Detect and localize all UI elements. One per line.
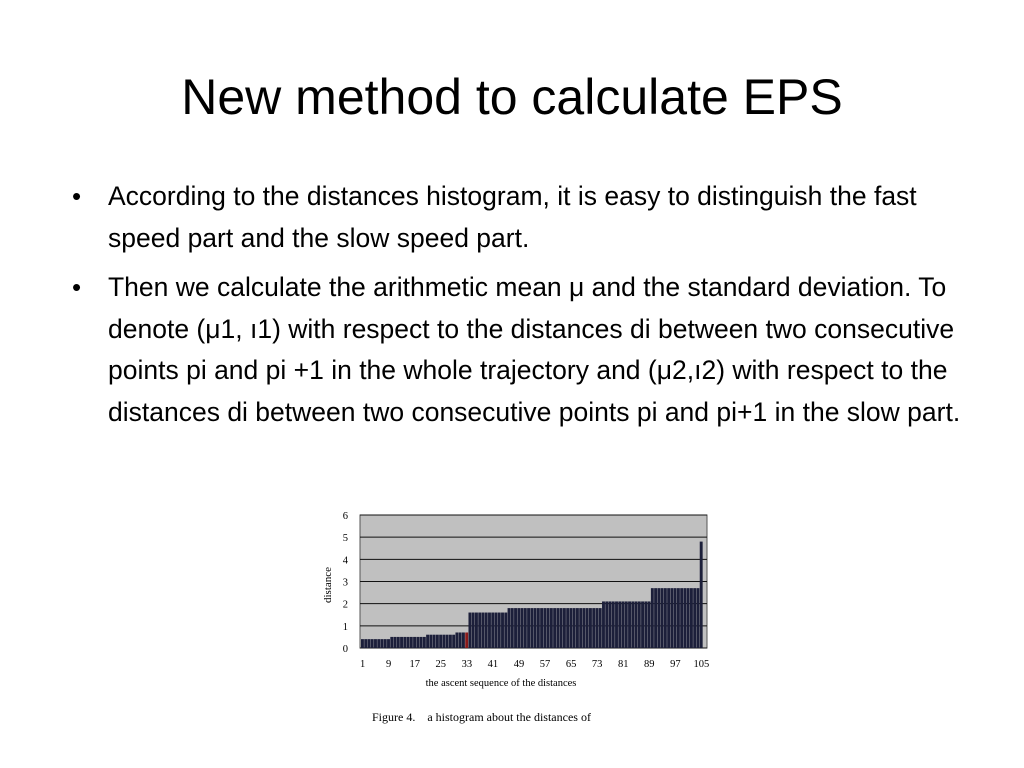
histogram-bar xyxy=(521,608,524,648)
histogram-bar xyxy=(511,608,514,648)
histogram-bar xyxy=(413,637,416,648)
histogram-bar xyxy=(576,608,579,648)
histogram-bar xyxy=(501,613,504,648)
histogram-bar xyxy=(547,608,550,648)
histogram-bar xyxy=(586,608,589,648)
histogram-bar xyxy=(449,635,452,648)
histogram-bar xyxy=(465,632,468,648)
bullet-text: Then we calculate the arithmetic mean μ and the standard deviation. To denote (μ1, ı1) with respect to the distances di between two consecutive points pi and pi +1 in the whole trajectory and (μ2,ı2) with respect to the distances di between two consecutive points pi and pi+1 in the slow part. xyxy=(108,272,961,427)
histogram-bar xyxy=(566,608,569,648)
y-tick-label: 0 xyxy=(342,644,348,655)
histogram-bar xyxy=(693,588,696,648)
histogram-bar xyxy=(592,608,595,648)
x-tick-label: 9 xyxy=(386,659,392,670)
x-tick-label: 33 xyxy=(461,659,473,670)
histogram-bar xyxy=(384,639,387,648)
histogram-bar xyxy=(524,608,527,648)
histogram-bar xyxy=(394,637,397,648)
histogram-bar xyxy=(540,608,543,648)
x-tick-label: 41 xyxy=(487,659,499,670)
y-tick-label: 4 xyxy=(342,555,348,567)
histogram-bar xyxy=(664,588,667,648)
histogram-bar xyxy=(674,588,677,648)
histogram-bar xyxy=(667,588,670,648)
histogram-bar xyxy=(680,588,683,648)
histogram-bar xyxy=(573,608,576,648)
histogram-bar xyxy=(638,601,641,648)
histogram-bar xyxy=(452,635,455,648)
histogram-bar xyxy=(387,639,390,648)
histogram-bar xyxy=(648,601,651,648)
histogram-bar xyxy=(700,542,703,648)
histogram-bar xyxy=(622,601,625,648)
bullet-item xyxy=(70,176,970,259)
histogram-bar xyxy=(400,637,403,648)
histogram-bar xyxy=(589,608,592,648)
histogram-bar xyxy=(485,613,488,648)
x-tick-label: 49 xyxy=(513,659,525,670)
histogram-bar xyxy=(537,608,540,648)
y-tick-label: 1 xyxy=(342,621,348,633)
histogram-bar xyxy=(530,608,533,648)
histogram-bar xyxy=(690,588,693,648)
histogram-bar xyxy=(556,608,559,648)
histogram-bar xyxy=(514,608,517,648)
histogram-bar xyxy=(644,601,647,648)
histogram-bar xyxy=(420,637,423,648)
histogram-bar xyxy=(631,601,634,648)
histogram-bar xyxy=(491,613,494,648)
histogram-bar xyxy=(560,608,563,648)
histogram-chart xyxy=(318,505,718,730)
histogram-bar xyxy=(416,637,419,648)
x-tick-label: 65 xyxy=(565,659,577,670)
histogram-bar xyxy=(495,613,498,648)
histogram-bar xyxy=(397,637,400,648)
histogram-bar xyxy=(618,601,621,648)
histogram-bar xyxy=(550,608,553,648)
x-tick-label: 89 xyxy=(644,659,655,670)
histogram-bar xyxy=(423,637,426,648)
histogram-bar xyxy=(657,588,660,648)
bullet-item xyxy=(70,267,970,433)
histogram-bar xyxy=(641,601,644,648)
histogram-bar xyxy=(517,608,520,648)
histogram-bar xyxy=(371,639,374,648)
slide-title: New method to calculate EPS xyxy=(181,69,843,125)
histogram-bar xyxy=(436,635,439,648)
histogram-bar xyxy=(677,588,680,648)
histogram-bar xyxy=(696,588,699,648)
histogram-bar xyxy=(563,608,566,648)
histogram-bar xyxy=(482,613,485,648)
histogram-bar xyxy=(488,613,491,648)
x-tick-label: 73 xyxy=(591,659,603,670)
histogram-bar xyxy=(459,632,462,648)
histogram-bar xyxy=(609,601,612,648)
x-tick-label: 25 xyxy=(435,659,447,670)
y-tick-label: 5 xyxy=(342,533,348,545)
histogram-bar xyxy=(635,601,638,648)
histogram-bar xyxy=(478,613,481,648)
histogram-bar xyxy=(605,601,608,648)
histogram-bar xyxy=(377,639,380,648)
figure-caption: Figure 4. a histogram about the distances of xyxy=(372,710,591,724)
histogram-bar xyxy=(582,608,585,648)
x-tick-label: 97 xyxy=(670,659,681,670)
histogram-bar xyxy=(628,601,631,648)
histogram-bar xyxy=(569,608,572,648)
y-tick-label: 6 xyxy=(342,511,348,522)
histogram-bar xyxy=(527,608,530,648)
histogram-bar xyxy=(442,635,445,648)
histogram-bar xyxy=(455,632,458,648)
histogram-bar xyxy=(381,639,384,648)
histogram-bar xyxy=(599,608,602,648)
histogram-bar xyxy=(612,601,615,648)
bullet-dot-icon: • xyxy=(72,181,82,211)
histogram-bar xyxy=(651,588,654,648)
bullet-text: According to the distances histogram, it is easy to distinguish the fast speed part and the slow speed part. xyxy=(108,181,917,253)
histogram-bar xyxy=(553,608,556,648)
histogram-bar xyxy=(670,588,673,648)
histogram-bar xyxy=(615,601,618,648)
histogram-bar xyxy=(390,637,393,648)
histogram-bar xyxy=(504,613,507,648)
histogram-bar xyxy=(364,639,367,648)
histogram-bar xyxy=(687,588,690,648)
histogram-bar xyxy=(661,588,664,648)
histogram-bar xyxy=(596,608,599,648)
histogram-bar xyxy=(407,637,410,648)
x-tick-label: 57 xyxy=(539,659,551,670)
histogram-bar xyxy=(543,608,546,648)
histogram-bar xyxy=(534,608,537,648)
histogram-figure xyxy=(318,505,718,730)
histogram-bar xyxy=(683,588,686,648)
histogram-bar xyxy=(426,635,429,648)
histogram-bar xyxy=(374,639,377,648)
histogram-bar xyxy=(468,613,471,648)
x-tick-label: 17 xyxy=(409,659,420,670)
bullet-dot-icon: • xyxy=(72,272,82,302)
histogram-bar xyxy=(368,639,371,648)
y-tick-label: 2 xyxy=(342,599,348,611)
histogram-bar xyxy=(579,608,582,648)
histogram-bar xyxy=(508,608,511,648)
y-axis-label: distance xyxy=(322,566,334,604)
histogram-bar xyxy=(433,635,436,648)
histogram-bar xyxy=(410,637,413,648)
histogram-bar xyxy=(625,601,628,648)
histogram-bar xyxy=(498,613,501,648)
histogram-bar xyxy=(472,613,475,648)
x-tick-label: 81 xyxy=(617,659,629,670)
histogram-bar xyxy=(403,637,406,648)
x-tick-label: 1 xyxy=(360,659,366,670)
histogram-bar xyxy=(475,613,478,648)
x-axis-label: the ascent sequence of the distances xyxy=(425,678,577,689)
histogram-bar xyxy=(446,635,449,648)
histogram-bar xyxy=(439,635,442,648)
y-tick-label: 3 xyxy=(342,577,348,589)
histogram-bar xyxy=(602,601,605,648)
histogram-bar xyxy=(462,632,465,648)
histogram-bar xyxy=(361,639,364,648)
histogram-bar xyxy=(429,635,432,648)
x-tick-label: 105 xyxy=(693,659,710,670)
histogram-bar xyxy=(654,588,657,648)
bullet-list xyxy=(70,176,970,441)
